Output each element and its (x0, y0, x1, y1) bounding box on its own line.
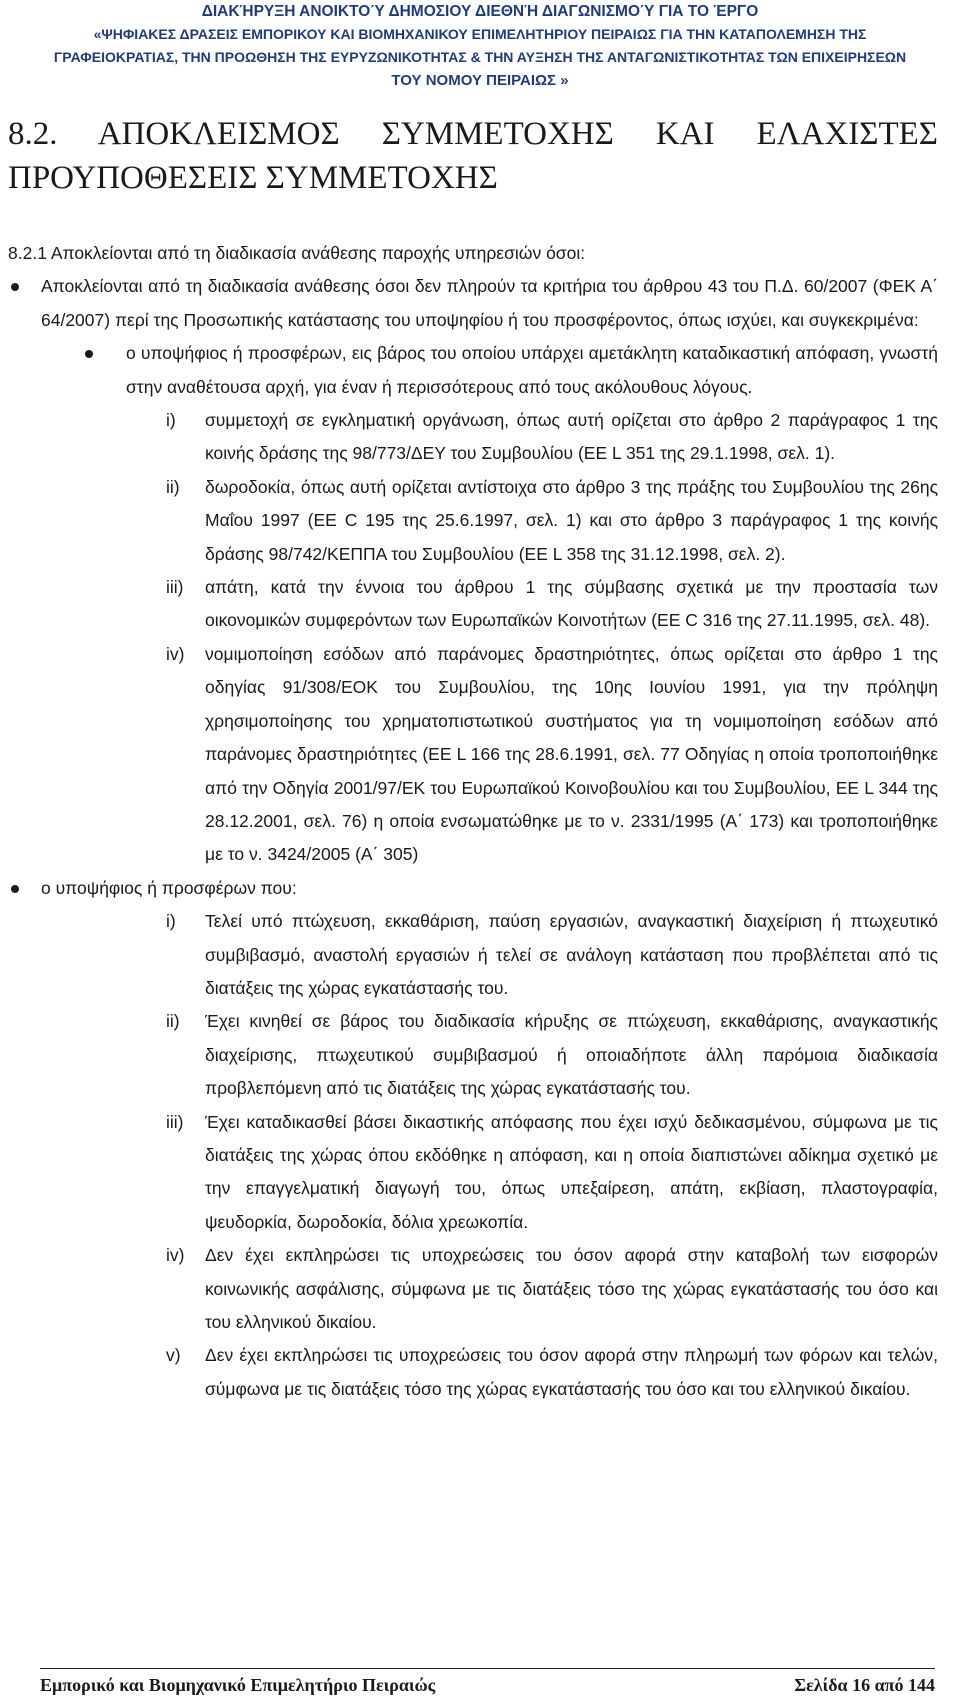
header-line-3: ΓΡΑΦΕΙΟΚΡΑΤΙΑΣ, ΤΗΝ ΠΡΟΩΘΗΣΗ ΤΗΣ ΕΥΡΥΖΩΝΙΚΟΤΗΤΑΣ & ΤΗΝ ΑΥΞΗΣΗ ΤΗΣ ΑΝΤΑΓΩΝΙΣΤΙΚΟΤΗΤΑΣ ΤΩΝ ΕΠΙΧΕΙΡΗΣΕΩΝ (53, 49, 907, 65)
bullet-icon (11, 885, 19, 893)
item-number: ii) (166, 1011, 180, 1032)
item-text: νομιμοποίηση εσόδων από παράνομες δραστηριότητες, όπως ορίζεται στο άρθρο 1 της οδηγίας 91/308/ΕΟΚ του Συμβουλίου, της 10ης Ιουνίου 1991, για την πρόληψη χρησιμοποίησης του χρηματοπιστωτικού συστήματος για τη νομιμοποίηση εσόδων από παράνομες δραστηριότητες (ΕΕ L 166 της 28.6.1991, σελ. 77 Οδηγίας η οποία τροποποιήθηκε από την Οδηγία 2001/97/ΕΚ του Ευρωπαϊκού Κοινοβουλίου και του Συμβουλίου, ΕΕ L 344 της 28.12.2001, σελ. 76) η οποία ενσωματώθηκε με το ν. 2331/1995 (Α΄ 173) και τροποποιήθηκε με το ν. 3424/2005 (Α΄ 305) (205, 643, 938, 865)
item-number: ii) (166, 476, 180, 497)
list-item (8, 471, 938, 571)
sub-bullet-1 (8, 337, 938, 404)
item-number: iv) (166, 1245, 185, 1266)
item-number: i) (166, 410, 176, 431)
main-bullet (8, 270, 938, 337)
section-title: 8.2. ΑΠΟΚΛΕΙΣΜΟΣ ΣΥΜΜΕΤΟΧΗΣ ΚΑΙ ΕΛΑΧΙΣΤΕΣ ΠΡΟΥΠΟΘΕΣΕΙΣ ΣΥΜΜΕΤΟΧΗΣ (8, 116, 938, 196)
section-body (8, 237, 938, 1406)
list-item (8, 571, 938, 638)
sub-bullet-2 (8, 872, 938, 905)
header-line-2: «ΨΗΦΙΑΚΕΣ ΔΡΑΣΕΙΣ ΕΜΠΟΡΙΚΟΥ ΚΑΙ ΒΙΟΜΗΧΑΝΙΚΟΥ ΕΠΙΜΕΛΗΤΗΡΙΟΥ ΠΕΙΡΑΙΩΣ ΓΙΑ ΤΗΝ ΚΑΤΑΠΟΛΕΜΗΣΗ ΤΗΣ (93, 26, 867, 42)
sub-bullet-2-text: ο υποψήφιος ή προσφέρων που: (41, 877, 297, 898)
bullet-icon (85, 350, 93, 358)
list-item (8, 1005, 938, 1105)
item-text: Έχει καταδικασθεί βάσει δικαστικής απόφασης που έχει ισχύ δεδικασμένου, σύμφωνα με τις διατάξεις της χώρας όπου εκδόθηκε η απόφαση, και η οποία διαπιστώνει αδίκημα σχετικό με την επαγγελματική διαγωγή του, όπως υπεξαίρεση, απάτη, εκβίαση, πλαστογραφία, ψευδορκία, δωροδοκία, δόλια χρεωκοπία. (205, 1111, 938, 1232)
intro-paragraph: 8.2.1 Αποκλείονται από τη διαδικασία ανάθεσης παροχής υπηρεσιών όσοι: (8, 243, 586, 263)
item-text: δωροδοκία, όπως αυτή ορίζεται αντίστοιχα στο άρθρο 3 της πράξης του Συμβουλίου της 26ης Μαΐου 1997 (ΕΕ C 195 της 25.6.1997, σελ. 1) και στο άρθρο 3 παράγραφος 1 της κοινής δράσης 98/742/ΚΕΠΠΑ του Συμβουλίου (ΕΕ L 358 της 31.12.1998, σελ. 2). (205, 476, 938, 564)
list-item (8, 1106, 938, 1240)
list-item (8, 404, 938, 471)
footer-divider (40, 1668, 935, 1669)
footer-organization: Εμπορικό και Βιομηχανικό Επιμελητήριο Πειραιώς (40, 1675, 436, 1695)
item-text: Τελεί υπό πτώχευση, εκκαθάριση, παύση εργασιών, αναγκαστική διαχείριση ή πτωχευτικό συμβιβασμό, αναστολή εργασιών ή τελεί σε ανάλογη κατάσταση που προβλέπεται από τις διατάξεις της χώρας εγκατάστασής του. (205, 911, 938, 998)
item-text: Έχει κινηθεί σε βάρος του διαδικασία κήρυξης σε πτώχευση, εκκαθάρισης, αναγκαστικής διαχείρισης, πτωχευτικού συμβιβασμού ή οποιαδήποτε άλλη παρόμοια διαδικασία προβλεπόμενη από τις διατάξεις της χώρας εγκατάστασής του. (205, 1011, 938, 1099)
item-text: συμμετοχή σε εγκληματική οργάνωση, όπως αυτή ορίζεται στο άρθρο 2 παράγραφος 1 της κοινής δράσης της 98/773/ΔΕΥ του Συμβουλίου (ΕΕ L 351 της 29.1.1998, σελ. 1). (205, 410, 938, 464)
item-text: Δεν έχει εκπληρώσει τις υποχρεώσεις του όσον αφορά στην πληρωμή των φόρων και τελών, σύμφωνα με τις διατάξεις τόσο της χώρας εγκατάστασής του όσο και του ελληνικού δικαίου. (205, 1345, 938, 1399)
document-header (0, 0, 960, 92)
sub-bullet-1-text: ο υποψήφιος ή προσφέρων, εις βάρος του οποίου υπάρχει αμετάκλητη καταδικαστική απόφαση, γνωστή στην αναθέτουσα αρχή, για έναν ή περισσότερους από τους ακόλουθους λόγους. (126, 343, 938, 397)
item-text: Δεν έχει εκπληρώσει τις υποχρεώσεις του όσον αφορά στην καταβολή των εισφορών κοινωνικής ασφάλισης, σύμφωνα με τις διατάξεις τόσο της χώρας εγκατάστασής του όσο και του ελληνικού δικαίου. (205, 1245, 938, 1332)
list-item (8, 1339, 938, 1406)
bullet-icon (11, 283, 19, 291)
item-number: v) (166, 1345, 181, 1366)
item-number: i) (166, 911, 176, 932)
item-number: iii) (166, 577, 184, 598)
item-text: απάτη, κατά την έννοια του άρθρου 1 της σύμβασης σχετικά με την προστασία των οικονομικών συμφερόντων των Ευρωπαϊκών Κοινοτήτων (ΕΕ C 316 της 27.11.1995, σελ. 48). (205, 577, 938, 631)
list-item (8, 1239, 938, 1339)
item-number: iii) (166, 1111, 184, 1132)
header-line-4: ΤΟΥ ΝΟΜΟΥ ΠΕΙΡΑΙΩΣ » (391, 72, 569, 89)
list-item (8, 638, 938, 872)
header-line-1: ΔΙΑΚΉΡΥΞΗ ΑΝΟΙΚΤΟΎ ΔΗΜΟΣΙΟΥ ΔΙΕΘΝΉ ΔΙΑΓΩΝΙΣΜΟΎ ΓΙΑ ΤΟ ΈΡΓΟ (201, 3, 759, 20)
sub-bullet-1-list (8, 404, 938, 872)
sub-bullet-2-list (8, 905, 938, 1406)
main-bullet-text: Αποκλείονται από τη διαδικασία ανάθεσης όσοι δεν πληρούν τα κριτήρια του άρθρου 43 του Π.Δ. 60/2007 (ΦΕΚ Α΄ 64/2007) περί της Προσωπικής κατάστασης του υποψηφίου ή του προσφέροντος, όπως ισχύει, και συγκεκριμένα: (41, 276, 938, 330)
item-number: iv) (166, 643, 185, 664)
list-item (8, 905, 938, 1005)
footer-page-number: Σελίδα 16 από 144 (794, 1675, 935, 1695)
